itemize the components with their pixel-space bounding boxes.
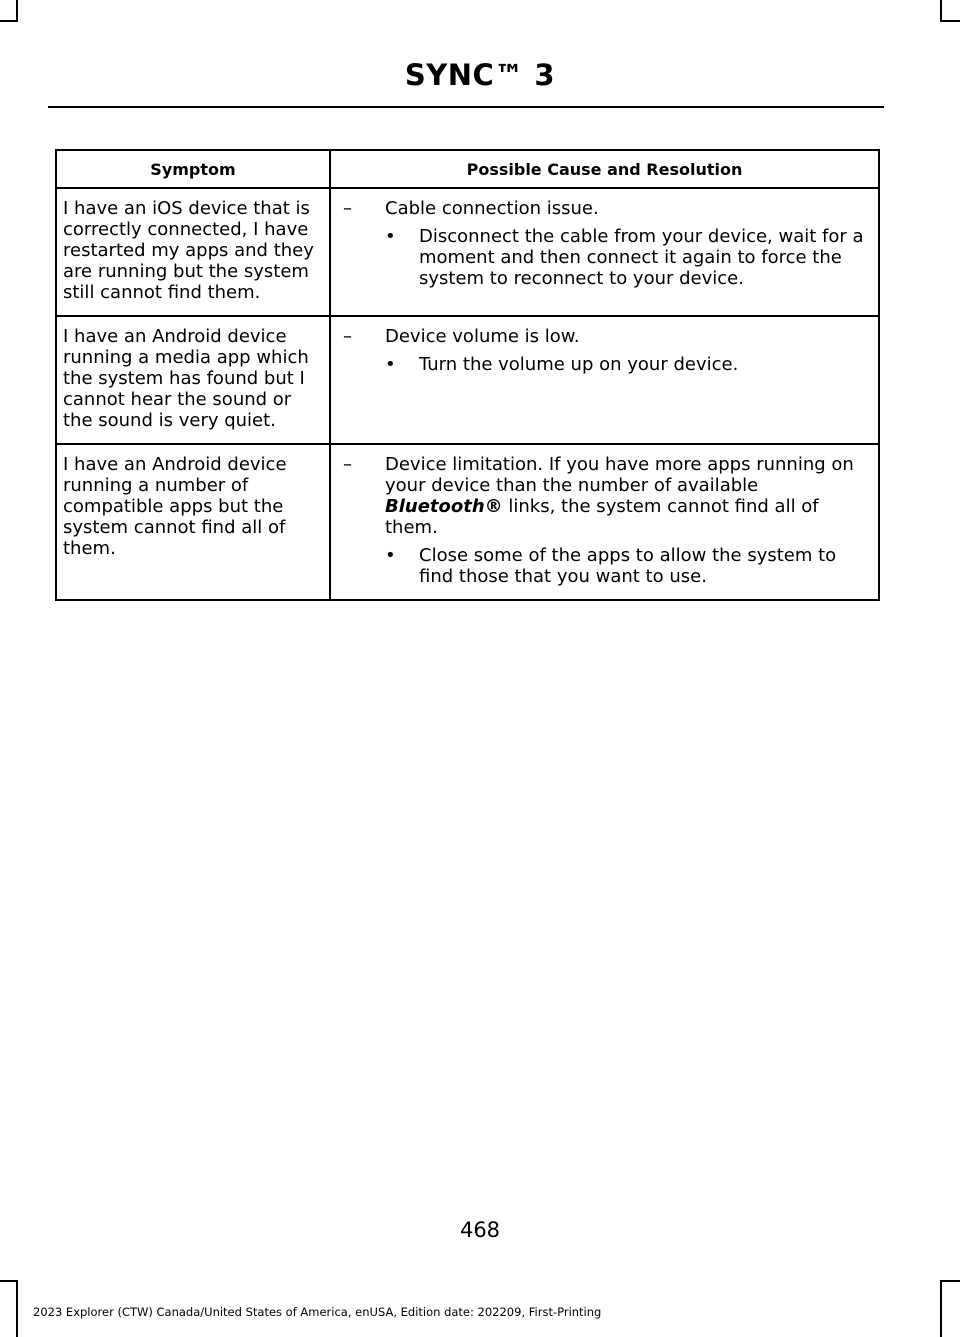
cause-cell <box>330 316 879 444</box>
cause-cell <box>330 188 879 316</box>
dash-marker: – <box>343 326 352 347</box>
crop-mark-bottom-left-v <box>16 1280 18 1337</box>
cause-text: Device volume is low. <box>385 326 580 347</box>
resolution-text: Close some of the apps to allow the system to find those that you want to use. <box>419 545 837 587</box>
column-header-cause: Possible Cause and Resolution <box>330 150 879 188</box>
crop-mark-top-right-h <box>940 20 960 22</box>
troubleshooting-table <box>55 149 880 601</box>
bluetooth-brand-text: Bluetooth® <box>385 496 503 517</box>
page-header-title: SYNC™ 3 <box>404 58 556 92</box>
crop-mark-top-right-v <box>940 0 942 22</box>
cause-cell <box>330 444 879 600</box>
crop-mark-bottom-right-h <box>940 1280 960 1282</box>
cause-text <box>385 454 872 538</box>
bullet-marker: • <box>385 354 396 375</box>
symptom-cell: I have an iOS device that is correctly connected, I have restarted my apps and they are running but the system still cannot find them. <box>56 188 330 316</box>
bullet-marker: • <box>385 545 396 566</box>
resolution-text: Disconnect the cable from your device, wait for a moment and then connect it again to force the system to reconnect to your device. <box>419 226 864 289</box>
edition-footer: 2023 Explorer (CTW) Canada/United States of America, enUSA, Edition date: 202209, First-Printing <box>33 1305 602 1319</box>
symptom-cell: I have an Android device running a media app which the system has found but I cannot hear the sound or the sound is very quiet. <box>56 316 330 444</box>
crop-mark-bottom-right-v <box>940 1280 942 1337</box>
dash-marker: – <box>343 454 352 475</box>
column-header-symptom: Symptom <box>56 150 330 188</box>
resolution-text: Turn the volume up on your device. <box>419 354 739 375</box>
cause-text-pre: Device limitation. If you have more apps running on your device than the number of available <box>385 454 854 496</box>
table-row <box>56 316 879 444</box>
dash-marker: – <box>343 198 352 219</box>
cause-item <box>343 454 872 538</box>
header-divider <box>48 106 884 108</box>
bullet-marker: • <box>385 226 396 247</box>
table-header-row <box>56 150 879 188</box>
cause-text: Cable connection issue. <box>385 198 599 219</box>
crop-mark-bottom-left-h <box>0 1280 18 1282</box>
cause-item <box>343 326 872 347</box>
table-row <box>56 188 879 316</box>
cause-item <box>343 198 872 219</box>
crop-mark-top-left-h <box>0 20 18 22</box>
page-number: 468 <box>459 1218 501 1242</box>
resolution-item <box>343 226 872 289</box>
table-row <box>56 444 879 600</box>
symptom-cell: I have an Android device running a number of compatible apps but the system cannot find all of them. <box>56 444 330 600</box>
resolution-item <box>343 545 872 587</box>
resolution-item <box>343 354 872 375</box>
cause-text-post: links, the system cannot find all of them. <box>385 496 819 538</box>
crop-mark-top-left-v <box>16 0 18 22</box>
